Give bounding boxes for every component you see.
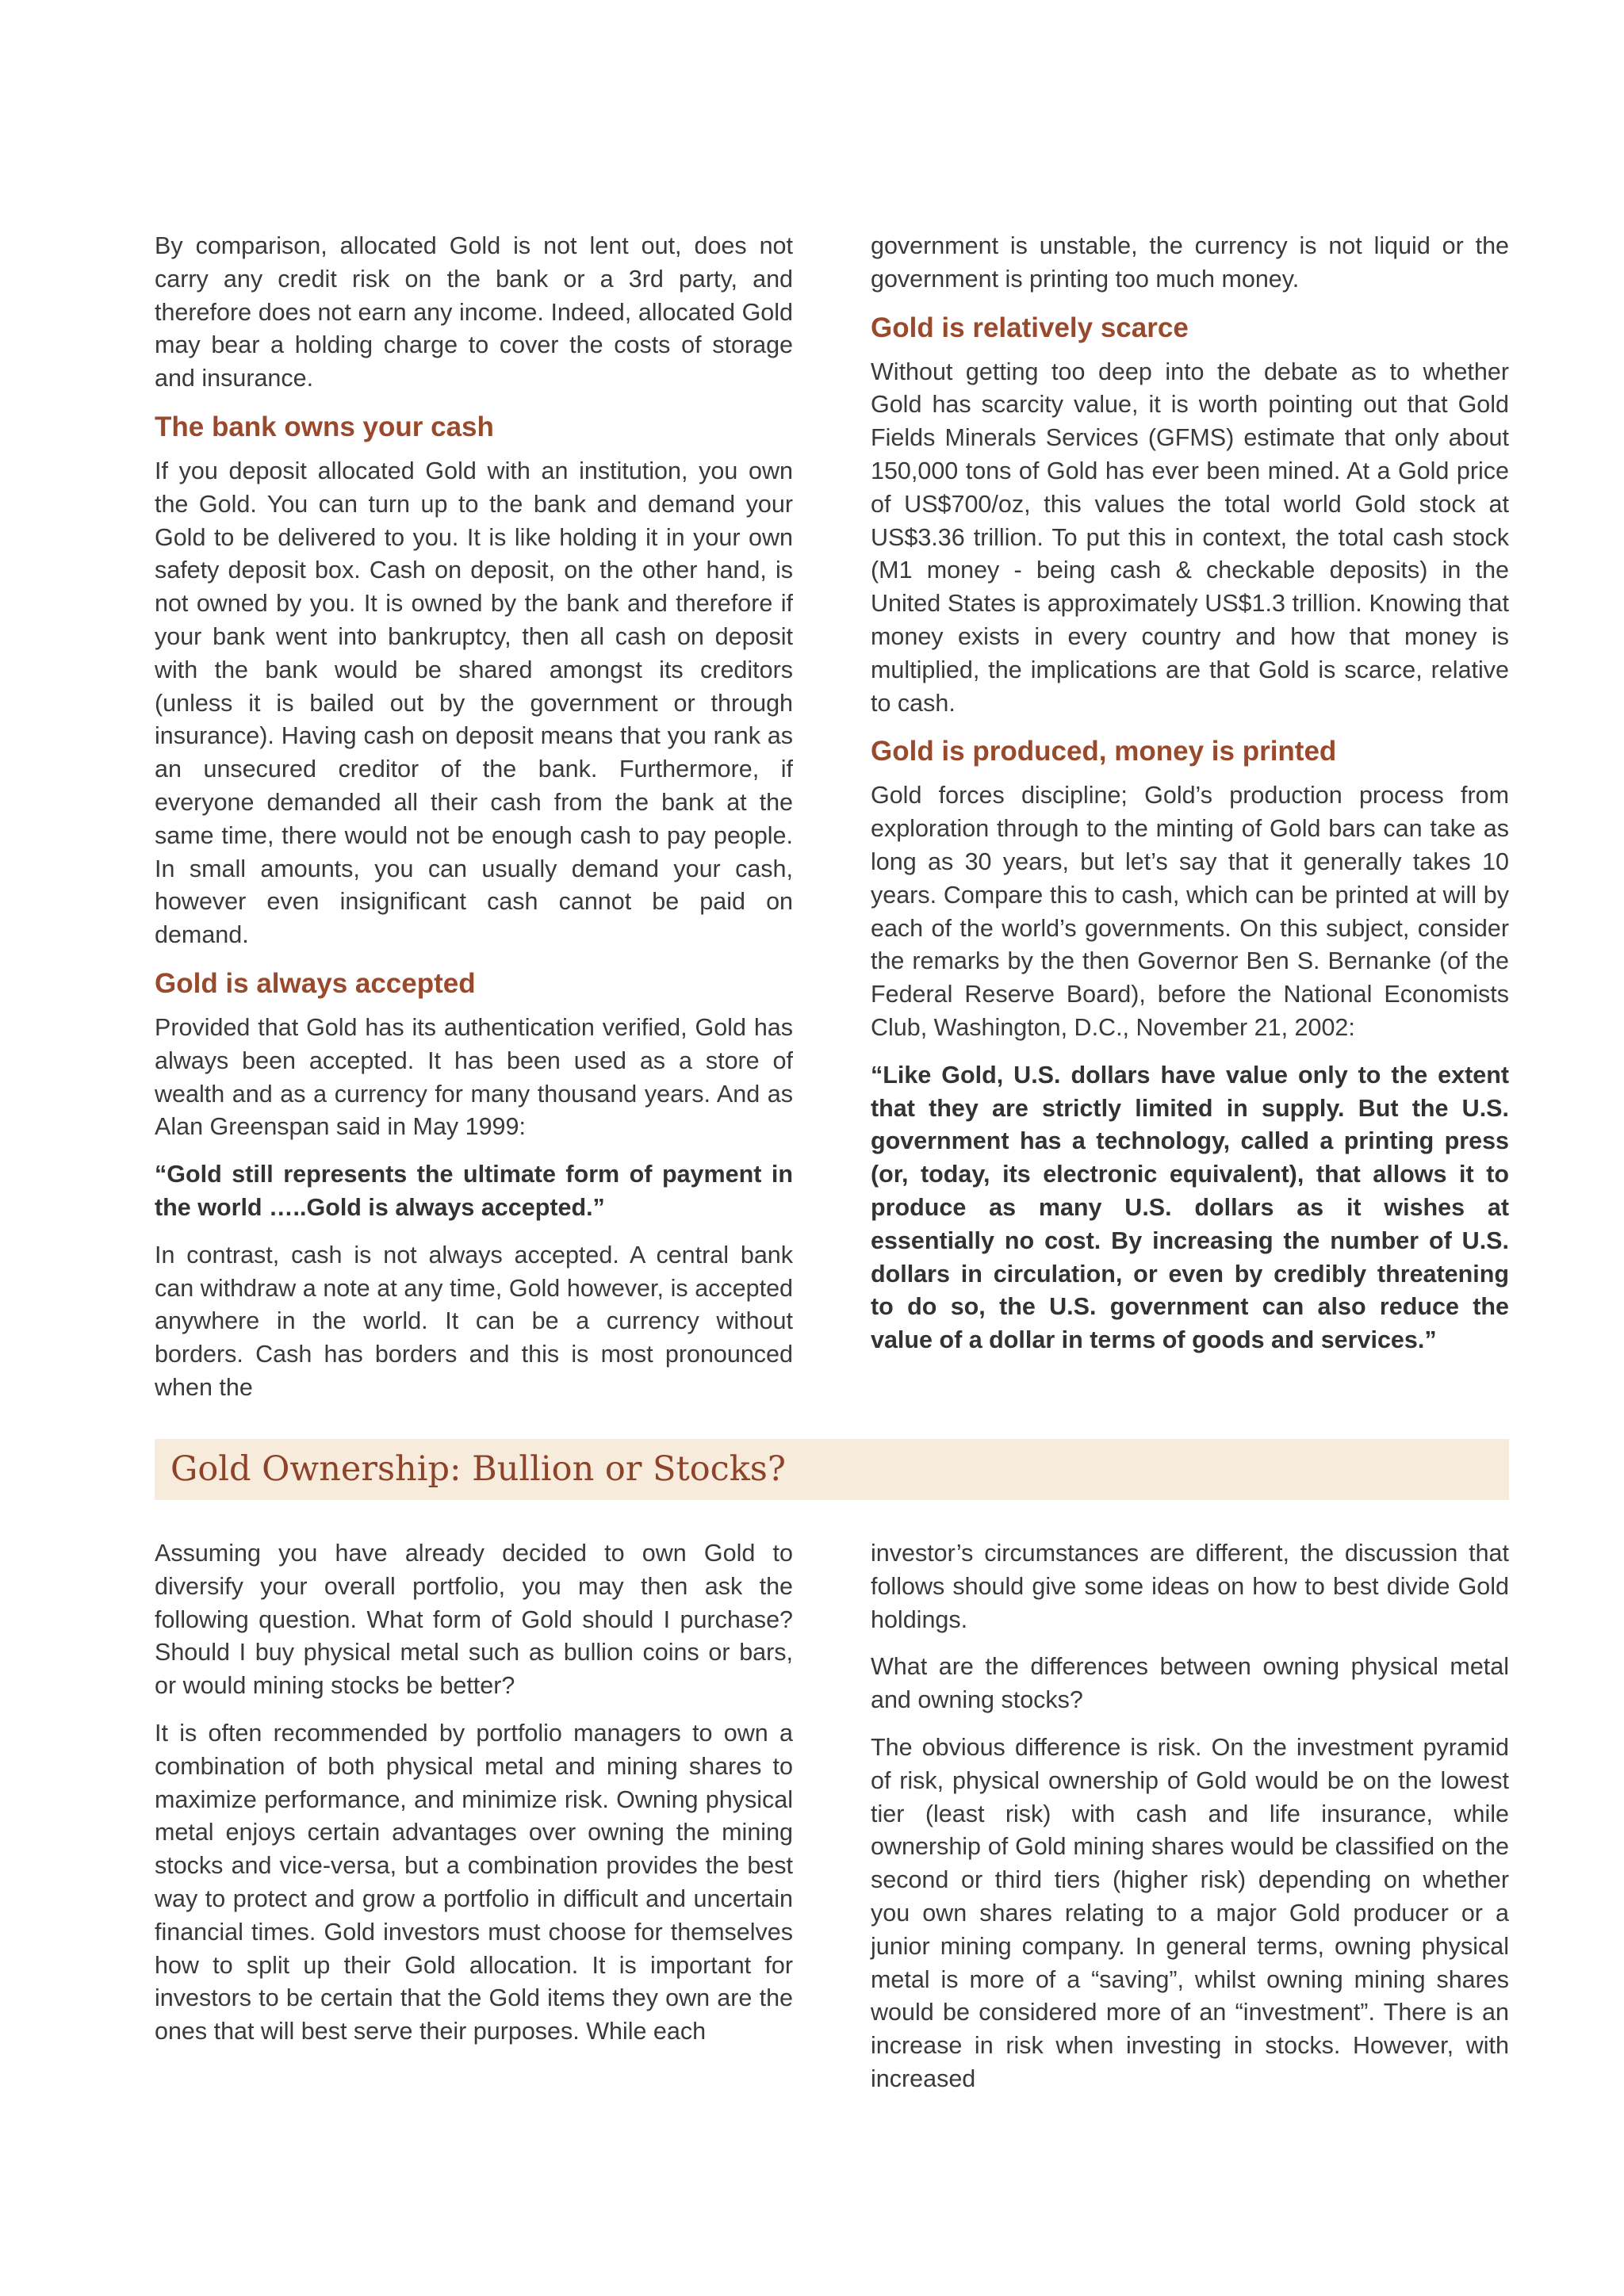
- bottom-left-column: [155, 1537, 793, 2063]
- top-right-column: [871, 230, 1509, 1372]
- quote-bernanke: “Like Gold, U.S. dollars have value only to the extent that they are strictly limited in supply. But the U.S. government has a technology, called a printing press (or, today, its electronic equivalent), that allows it to produce as many U.S. dollars as it wishes at essentially no cost. By increasing the number of U.S. dollars in circulation, or even by credibly threatening to do so, the U.S. government can also reduce the value of a dollar in terms of goods and services.”: [871, 1061, 1509, 1354]
- heading-bank-owns-cash: The bank owns your cash: [155, 411, 494, 442]
- section-title: Gold Ownership: Bullion or Stocks?: [170, 1449, 786, 1489]
- paragraph-portfolio-managers: It is often recommended by portfolio managers to own a combination of both physical metal and mining shares to maximize performance, and minimize risk. Owning physical metal enjoys certain advantages over owning the mining stocks and vice-versa, but a combination provides the best way to protect and grow a portfolio in difficult and uncertain financial times. Gold investors must choose for themselves how to split up their Gold allocation. It is important for investors to be certain that the Gold items they own are the ones that will best serve their purposes. While each: [155, 1719, 793, 2045]
- paragraph-cash-not-accepted: In contrast, cash is not always accepted. A central bank can withdraw a note at any time, Gold however, is accepted anywhere in the world. It can be a currency without borders. Cash has borders and this is most pronounced when the: [155, 1241, 793, 1401]
- paragraph-investor-circumstances: investor’s circumstances are different, the discussion that follows should give some ideas on how to best divide Gold holdings.: [871, 1540, 1509, 1633]
- paragraph-government-unstable: government is unstable, the currency is not liquid or the government is printing too much money.: [871, 232, 1509, 293]
- top-left-column: [155, 230, 793, 1419]
- paragraph-differences-question: What are the differences between owning physical metal and owning stocks?: [871, 1653, 1509, 1714]
- paragraph-bank-owns-cash: If you deposit allocated Gold with an institution, you own the Gold. You can turn up to the bank and demand your Gold to be delivered to you. It is like holding it in your own safety deposit box. Cash on deposit, on the other hand, is not owned by you. It is owned by the bank and therefore if your bank went into bankruptcy, then all cash on deposit with the bank would be shared amongst its creditors (unless it is bailed out by the government or through insurance). Having cash on deposit means that you rank as an unsecured creditor of the bank. Furthermore, if everyone demanded all their cash from the bank at the same time, there would not be enough cash to pay people. In small amounts, you can usually demand your cash, however even insignificant cash cannot be paid on demand.: [155, 457, 793, 949]
- heading-gold-produced: Gold is produced, money is printed: [871, 736, 1337, 767]
- paragraph-obvious-difference-risk: The obvious difference is risk. On the investment pyramid of risk, physical ownership of Gold would be on the lowest tier (least risk) with cash and life insurance, while ownership of Gold mining shares would be classified on the second or third tiers (higher risk) depending on whether you own shares relating to a major Gold producer or a junior mining company. In general terms, owning physical metal is more of a “saving”, whilst owning mining shares would be considered more of an “investment”. There is an increase in risk when investing in stocks. However, with increased: [871, 1733, 1509, 2092]
- section-banner: [155, 1439, 1509, 1500]
- heading-gold-always-accepted: Gold is always accepted: [155, 967, 476, 999]
- paragraph-gold-scarce: Without getting too deep into the debate as to whether Gold has scarcity value, it is worth pointing out that Gold Fields Minerals Services (GFMS) estimate that only about 150,000 tons of Gold has ever been mined. At a Gold price of US$700/oz, this values the total world Gold stock at US$3.36 trillion. To put this in context, the total cash stock (M1 money - being cash & checkable deposits) in the United States is approximately US$1.3 trillion. Knowing that money exists in every country and how that money is multiplied, the implications are that Gold is scarce, relative to cash.: [871, 358, 1509, 717]
- paragraph-gold-always-accepted: Provided that Gold has its authentication verified, Gold has always been accepted. It has been used as a store of wealth and as a currency for many thousand years. And as Alan Greenspan said in May 1999:: [155, 1013, 793, 1141]
- paragraph-form-of-gold: Assuming you have already decided to own Gold to diversify your overall portfolio, you may then ask the following question. What form of Gold should I purchase? Should I buy physical metal such as bullion coins or bars, or would mining stocks be better?: [155, 1540, 793, 1700]
- heading-gold-scarce: Gold is relatively scarce: [871, 312, 1189, 343]
- quote-greenspan: “Gold still represents the ultimate form of payment in the world …..Gold is always accepted.”: [155, 1161, 793, 1221]
- paragraph-allocated-gold: By comparison, allocated Gold is not lent out, does not carry any credit risk on the bank or a 3rd party, and therefore does not earn any income. Indeed, allocated Gold may bear a holding charge to cover the costs of storage and insurance.: [155, 232, 793, 392]
- bottom-right-column: [871, 1537, 1509, 2110]
- paragraph-gold-produced: Gold forces discipline; Gold’s production process from exploration through to the minting of Gold bars can take as long as 30 years, but let’s say that it generally takes 10 years. Compare this to cash, which can be printed at will by each of the world’s governments. On this subject, consider the remarks by the then Governor Ben S. Bernanke (of the Federal Reserve Board), before the National Economists Club, Washington, D.C., November 21, 2002:: [871, 782, 1509, 1041]
